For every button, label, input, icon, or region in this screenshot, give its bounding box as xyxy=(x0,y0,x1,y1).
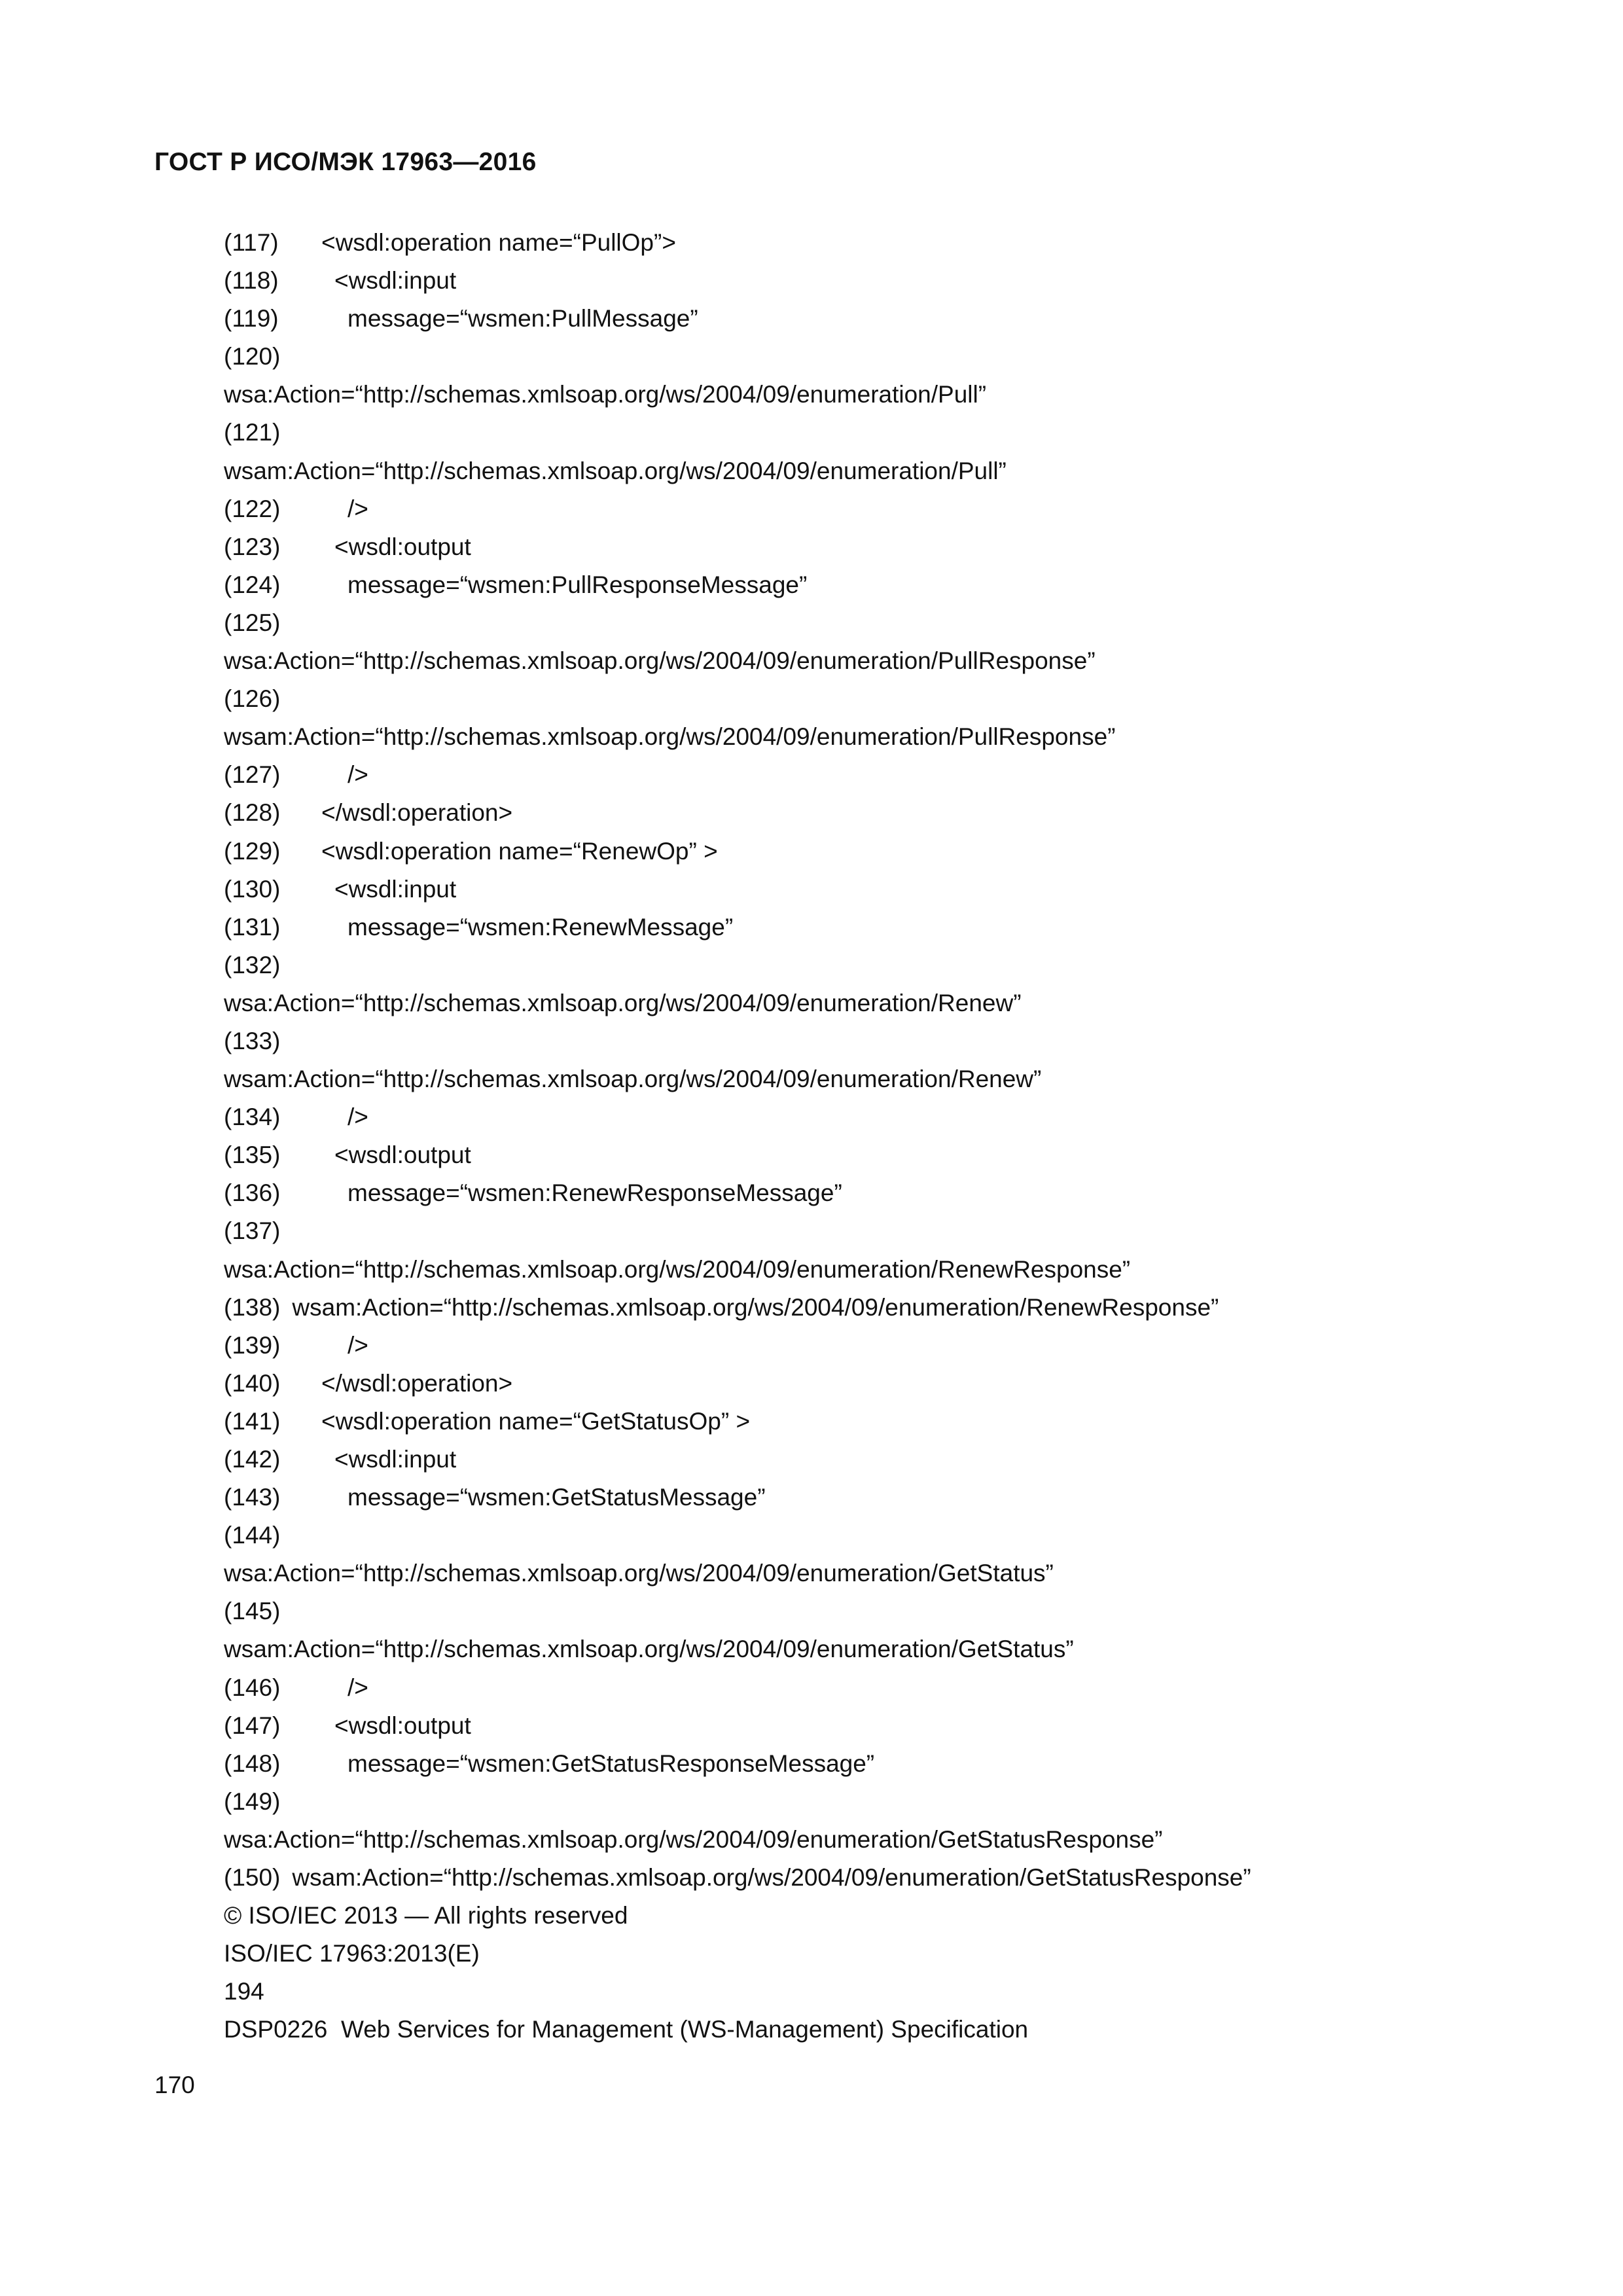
line-number: (142) xyxy=(224,1446,281,1473)
line-text: /> xyxy=(348,1103,368,1131)
listing-line xyxy=(224,300,1533,338)
line-number: (149) xyxy=(224,1787,281,1815)
line-text: wsa:Action=“http://schemas.xmlsoap.org/ws/2004/09/enumeration/GetStatus” xyxy=(224,1560,1054,1587)
listing-line xyxy=(224,338,1533,376)
line-text: <wsdl:operation name=“PullOp”> xyxy=(321,229,676,256)
line-text: wsa:Action=“http://schemas.xmlsoap.org/ws/2004/09/enumeration/GetStatusResponse” xyxy=(224,1825,1163,1853)
line-text: wsam:Action=“http://schemas.xmlsoap.org/ws/2004/09/enumeration/RenewResponse” xyxy=(292,1293,1219,1321)
line-number: (127) xyxy=(224,761,281,789)
line-text: message=“wsmen:GetStatusMessage” xyxy=(348,1484,766,1511)
listing-line xyxy=(224,1821,1533,1859)
listing-line xyxy=(224,1022,1533,1060)
line-number: (146) xyxy=(224,1674,281,1701)
listing-line xyxy=(224,414,1533,452)
line-number: (138) xyxy=(224,1293,281,1321)
line-text: </wsdl:operation> xyxy=(321,1369,513,1397)
listing-line xyxy=(224,1327,1533,1365)
line-text: /> xyxy=(348,1331,368,1359)
line-number: (144) xyxy=(224,1522,281,1549)
listing-line xyxy=(224,984,1533,1022)
listing-line xyxy=(224,1745,1533,1783)
listing-line xyxy=(224,1174,1533,1212)
line-number: (133) xyxy=(224,1027,281,1054)
listing-line xyxy=(224,1365,1533,1403)
line-number: (145) xyxy=(224,1598,281,1625)
line-text: wsam:Action=“http://schemas.xmlsoap.org/ws/2004/09/enumeration/GetStatusResponse” xyxy=(292,1864,1251,1892)
listing-line xyxy=(224,718,1533,756)
listing-line xyxy=(224,1441,1533,1479)
listing-line xyxy=(224,1935,1533,1973)
line-text: wsa:Action=“http://schemas.xmlsoap.org/ws/2004/09/enumeration/Pull” xyxy=(224,381,987,408)
listing-line xyxy=(224,1516,1533,1554)
line-number: (134) xyxy=(224,1103,281,1131)
line-number: (119) xyxy=(224,305,279,332)
listing-line xyxy=(224,528,1533,566)
page-number: 170 xyxy=(154,2072,195,2098)
line-text: 194 xyxy=(224,1978,264,2005)
listing-line xyxy=(224,680,1533,718)
line-number: (130) xyxy=(224,875,281,903)
listing-line xyxy=(224,490,1533,528)
line-number: (131) xyxy=(224,913,281,941)
listing-line xyxy=(224,756,1533,794)
listing-line xyxy=(224,870,1533,908)
listing-line xyxy=(224,1098,1533,1136)
line-number: (120) xyxy=(224,343,281,370)
listing-line xyxy=(224,1669,1533,1707)
line-number: (128) xyxy=(224,799,281,827)
line-number: (125) xyxy=(224,609,281,636)
listing-line xyxy=(224,2011,1533,2049)
line-text: wsam:Action=“http://schemas.xmlsoap.org/ws/2004/09/enumeration/Renew” xyxy=(224,1066,1042,1093)
line-text: wsa:Action=“http://schemas.xmlsoap.org/ws/2004/09/enumeration/Renew” xyxy=(224,989,1022,1016)
line-text: message=“wsmen:PullMessage” xyxy=(348,305,698,332)
line-text: <wsdl:output xyxy=(334,1141,471,1169)
listing-line xyxy=(224,1630,1533,1668)
listing-line xyxy=(224,604,1533,642)
line-text: message=“wsmen:RenewMessage” xyxy=(348,913,734,941)
listing-line xyxy=(224,224,1533,262)
listing-line xyxy=(224,1783,1533,1821)
line-number: (129) xyxy=(224,837,281,865)
listing-line xyxy=(224,1136,1533,1174)
listing-line xyxy=(224,1060,1533,1098)
listing-line xyxy=(224,376,1533,414)
line-number: (124) xyxy=(224,571,281,598)
line-text: <wsdl:input xyxy=(334,1446,457,1473)
line-number: (132) xyxy=(224,951,281,978)
listing-line xyxy=(224,1251,1533,1289)
listing-line xyxy=(224,1479,1533,1516)
line-number: (147) xyxy=(224,1712,281,1739)
line-number: (118) xyxy=(224,267,279,295)
listing-line xyxy=(224,452,1533,490)
line-number: (117) xyxy=(224,229,279,256)
line-text: <wsdl:input xyxy=(334,267,457,295)
line-number: (141) xyxy=(224,1407,281,1435)
line-text: wsa:Action=“http://schemas.xmlsoap.org/ws/2004/09/enumeration/PullResponse” xyxy=(224,647,1096,675)
line-text: © ISO/IEC 2013 — All rights reserved xyxy=(224,1902,628,1929)
listing-line xyxy=(224,1859,1533,1897)
line-text: wsam:Action=“http://schemas.xmlsoap.org/ws/2004/09/enumeration/GetStatus” xyxy=(224,1636,1074,1663)
listing-line xyxy=(224,262,1533,300)
line-text: <wsdl:output xyxy=(334,533,471,560)
line-text: message=“wsmen:RenewResponseMessage” xyxy=(348,1179,842,1207)
listing-line xyxy=(224,833,1533,870)
listing-line xyxy=(224,1403,1533,1441)
line-text: message=“wsmen:GetStatusResponseMessage” xyxy=(348,1749,875,1777)
line-number: (139) xyxy=(224,1331,281,1359)
line-text: wsa:Action=“http://schemas.xmlsoap.org/ws/2004/09/enumeration/RenewResponse” xyxy=(224,1255,1131,1283)
listing-line xyxy=(224,1554,1533,1592)
line-text: <wsdl:operation name=“GetStatusOp” > xyxy=(321,1407,751,1435)
line-text: /> xyxy=(348,761,368,789)
listing-line xyxy=(224,1973,1533,2011)
line-number: (150) xyxy=(224,1864,281,1892)
listing-line xyxy=(224,1212,1533,1250)
listing-line xyxy=(224,642,1533,680)
listing-line xyxy=(224,1592,1533,1630)
listing-line xyxy=(224,908,1533,946)
line-text: /> xyxy=(348,1674,368,1701)
line-text: message=“wsmen:PullResponseMessage” xyxy=(348,571,808,598)
listing-line xyxy=(224,794,1533,832)
line-number: (140) xyxy=(224,1369,281,1397)
line-number: (126) xyxy=(224,685,281,713)
line-number: (136) xyxy=(224,1179,281,1207)
listing-line xyxy=(224,1707,1533,1745)
line-text: <wsdl:output xyxy=(334,1712,471,1739)
line-number: (148) xyxy=(224,1749,281,1777)
listing-line xyxy=(224,1289,1533,1327)
listing-line xyxy=(224,566,1533,604)
code-listing xyxy=(224,224,1533,2049)
line-number: (121) xyxy=(224,419,281,446)
line-text: <wsdl:operation name=“RenewOp” > xyxy=(321,837,718,865)
listing-line xyxy=(224,946,1533,984)
line-number: (123) xyxy=(224,533,281,560)
line-number: (143) xyxy=(224,1484,281,1511)
line-number: (135) xyxy=(224,1141,281,1169)
page-header-standard-title: ГОСТ Р ИСО/МЭК 17963—2016 xyxy=(154,148,537,176)
line-text: wsam:Action=“http://schemas.xmlsoap.org/ws/2004/09/enumeration/PullResponse” xyxy=(224,723,1116,751)
line-number: (137) xyxy=(224,1217,281,1245)
line-text: DSP0226 Web Services for Management (WS-Management) Specification xyxy=(224,2016,1029,2043)
listing-line xyxy=(224,1897,1533,1935)
line-text: </wsdl:operation> xyxy=(321,799,513,827)
line-text: /> xyxy=(348,495,368,522)
line-text: <wsdl:input xyxy=(334,875,457,903)
line-number: (122) xyxy=(224,495,281,522)
line-text: ISO/IEC 17963:2013(E) xyxy=(224,1940,480,1967)
line-text: wsam:Action=“http://schemas.xmlsoap.org/ws/2004/09/enumeration/Pull” xyxy=(224,457,1007,484)
